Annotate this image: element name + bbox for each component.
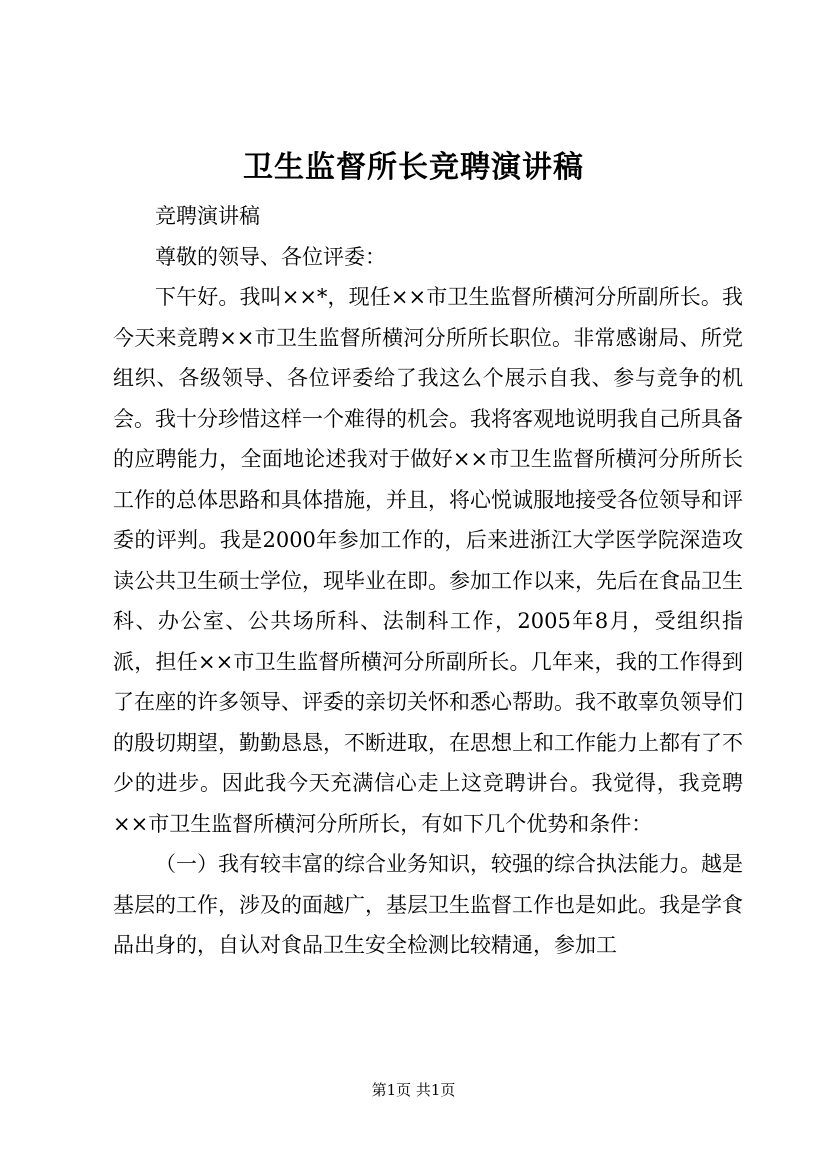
document-body <box>113 196 743 966</box>
document-title: 卫生监督所长竞聘演讲稿 <box>243 150 584 185</box>
salutation-line: 尊敬的领导、各位评委： <box>155 244 386 269</box>
paragraph-advantage-one: （一）我有较丰富的综合业务知识，较强的综合执法能力。越是基层的工作，涉及的面越广，基层卫生监督工作也是如此。我是学食品出身的，自认对食品卫生安全检测比较精通，参加工 <box>113 852 743 957</box>
paragraph-intro: 下午好。我叫××*，现任××市卫生监督所横河分所副所长。我今天来竞聘××市卫生监督所横河分所所长职位。非常感谢局、所党组织、各级领导、各位评委给了我这么个展示自我、参与竞争的机会。我十分珍惜这样一个难得的机会。我将客观地说明我自己所具备的应聘能力，全面地论述我对于做好××市卫生监督所横河分所所长工作的总体思路和具体措施，并且，将心悦诚服地接受各位领导和评委的评判。我是2000年参加工作的，后来进浙江大学医学院深造攻读公共卫生硕士学位，现毕业在即。参加工作以来，先后在食品卫生科、办公室、公共场所科、法制科工作，2005年8月，受组织指派，担任××市卫生监督所横河分所副所长。几年来，我的工作得到了在座的许多领导、评委的亲切关怀和悉心帮助。我不敢辜负领导们的殷切期望，勤勤恳恳，不断进取，在思想上和工作能力上都有了不少的进步。因此我今天充满信心走上这竞聘讲台。我觉得，我竞聘××市卫生监督所横河分所所长，有如下几个优势和条件： <box>113 285 743 836</box>
page-footer: 第1页 共1页 <box>371 1081 456 1099</box>
subtitle-line: 竞聘演讲稿 <box>155 204 260 228</box>
